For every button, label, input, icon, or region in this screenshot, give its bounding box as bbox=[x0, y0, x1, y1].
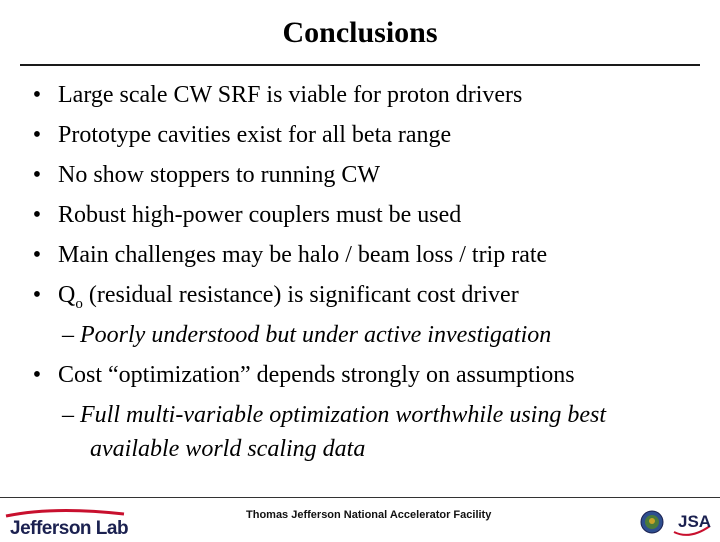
sub-bullet-continuation bbox=[90, 434, 365, 464]
bullet-item bbox=[32, 360, 575, 390]
jsa-wordmark: JSA bbox=[678, 512, 712, 531]
sub-bullet-marker: – bbox=[62, 402, 74, 428]
sub-bullet-text: Full multi-variable optimization worthwhile using best bbox=[80, 402, 606, 428]
bullet-text: Prototype cavities exist for all beta range bbox=[58, 122, 452, 148]
jsa-logo bbox=[670, 506, 716, 538]
jefferson-lab-logo bbox=[4, 508, 144, 538]
bullet-item bbox=[32, 160, 380, 190]
bullet-item bbox=[32, 120, 452, 150]
q-subscript: o bbox=[75, 295, 83, 312]
bullet-marker: • bbox=[32, 242, 42, 268]
title-divider bbox=[20, 64, 700, 66]
bullet-item bbox=[32, 200, 462, 230]
bullet-text: Cost “optimization” depends strongly on assumptions bbox=[58, 362, 575, 388]
sub-bullet-text: Poorly understood but under active investigation bbox=[80, 322, 552, 348]
bullet-text: No show stoppers to running CW bbox=[58, 162, 380, 188]
slide-title: Conclusions bbox=[282, 16, 438, 49]
facility-name: Thomas Jefferson National Accelerator Facility bbox=[246, 509, 492, 521]
bullet-marker: • bbox=[32, 82, 42, 108]
bullet-text: (residual resistance) is significant cost driver bbox=[82, 282, 519, 308]
q-symbol: Q bbox=[58, 282, 76, 308]
sub-bullet-item bbox=[62, 400, 606, 430]
sub-bullet-text: available world scaling data bbox=[90, 436, 366, 462]
footer-divider bbox=[0, 497, 720, 498]
bullet-text: Robust high-power couplers must be used bbox=[58, 202, 462, 228]
bullet-marker: • bbox=[32, 122, 42, 148]
bullet-item bbox=[32, 240, 548, 270]
slide-footer bbox=[0, 500, 720, 540]
bullet-item bbox=[32, 80, 523, 110]
jefferson-lab-wordmark: Jefferson Lab bbox=[10, 518, 129, 539]
bullet-item bbox=[32, 280, 519, 319]
bullet-marker: • bbox=[32, 282, 42, 308]
sub-bullet-item bbox=[62, 320, 551, 350]
sub-bullet-marker: – bbox=[62, 322, 74, 348]
bullet-marker: • bbox=[32, 202, 42, 228]
bullet-text: Large scale CW SRF is viable for proton drivers bbox=[58, 82, 523, 108]
bullet-text: Main challenges may be halo / beam loss / trip rate bbox=[58, 242, 548, 268]
bullet-marker: • bbox=[32, 162, 42, 188]
doe-seal-icon bbox=[640, 510, 664, 534]
bullet-marker: • bbox=[32, 362, 42, 388]
